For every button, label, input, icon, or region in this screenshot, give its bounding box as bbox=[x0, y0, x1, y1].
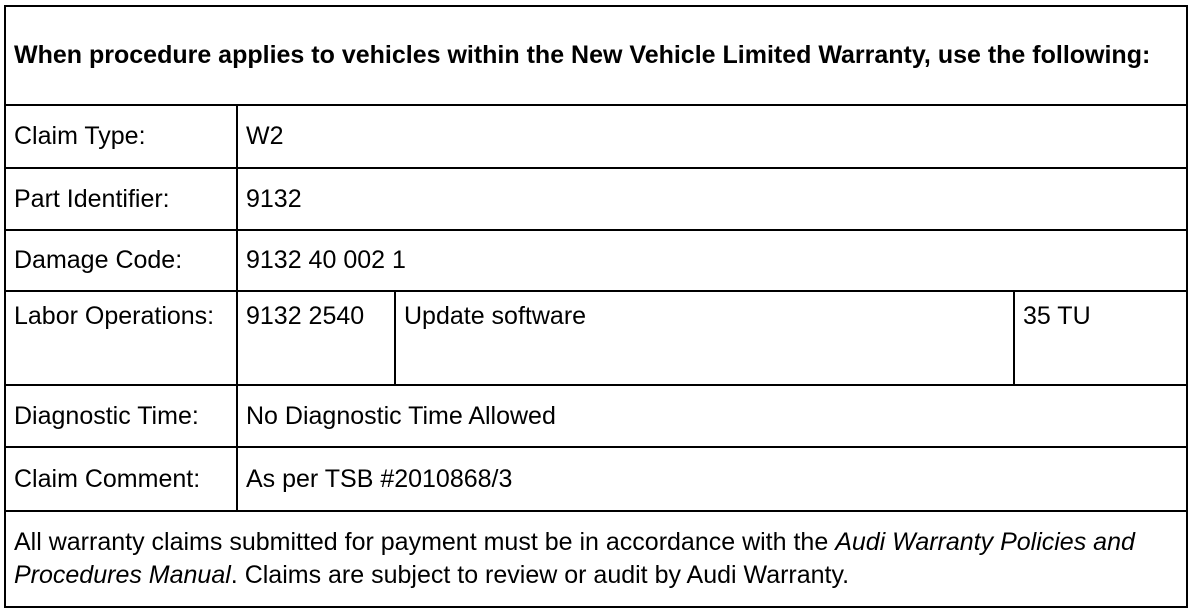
footer-text-after: . Claims are subject to review or audit by Audi Warranty. bbox=[230, 561, 850, 589]
part-identifier-label: Part Identifier: bbox=[5, 168, 237, 230]
labor-operation-code: 9132 2540 bbox=[237, 291, 395, 385]
warranty-footer-note bbox=[5, 511, 1187, 607]
damage-code-label: Damage Code: bbox=[5, 230, 237, 291]
warranty-claim-table bbox=[4, 5, 1188, 608]
claim-comment-value: As per TSB #2010868/3 bbox=[237, 447, 1187, 511]
damage-code-value: 9132 40 002 1 bbox=[237, 230, 1187, 291]
table-footer-row bbox=[5, 511, 1187, 607]
labor-operation-time: 35 TU bbox=[1014, 291, 1187, 385]
diagnostic-time-value: No Diagnostic Time Allowed bbox=[237, 385, 1187, 447]
claim-type-value: W2 bbox=[237, 105, 1187, 168]
diagnostic-time-label: Diagnostic Time: bbox=[5, 385, 237, 447]
table-row-labor-operations bbox=[5, 291, 1187, 385]
table-row-damage-code bbox=[5, 230, 1187, 291]
claim-type-label: Claim Type: bbox=[5, 105, 237, 168]
labor-operations-label: Labor Operations: bbox=[5, 291, 237, 385]
table-row-diagnostic-time bbox=[5, 385, 1187, 447]
footer-text-before: All warranty claims submitted for payment must be in accordance with the bbox=[14, 528, 836, 556]
manual-title: Audi Warranty Policies and Procedures Manual bbox=[14, 528, 1135, 589]
part-identifier-value: 9132 bbox=[237, 168, 1187, 230]
labor-operation-description: Update software bbox=[395, 291, 1014, 385]
table-header: When procedure applies to vehicles within the New Vehicle Limited Warranty, use the following: bbox=[5, 6, 1187, 105]
claim-comment-label: Claim Comment: bbox=[5, 447, 237, 511]
table-row-claim-comment bbox=[5, 447, 1187, 511]
table-header-row bbox=[5, 6, 1187, 105]
table-row-part-identifier bbox=[5, 168, 1187, 230]
table-row-claim-type bbox=[5, 105, 1187, 168]
